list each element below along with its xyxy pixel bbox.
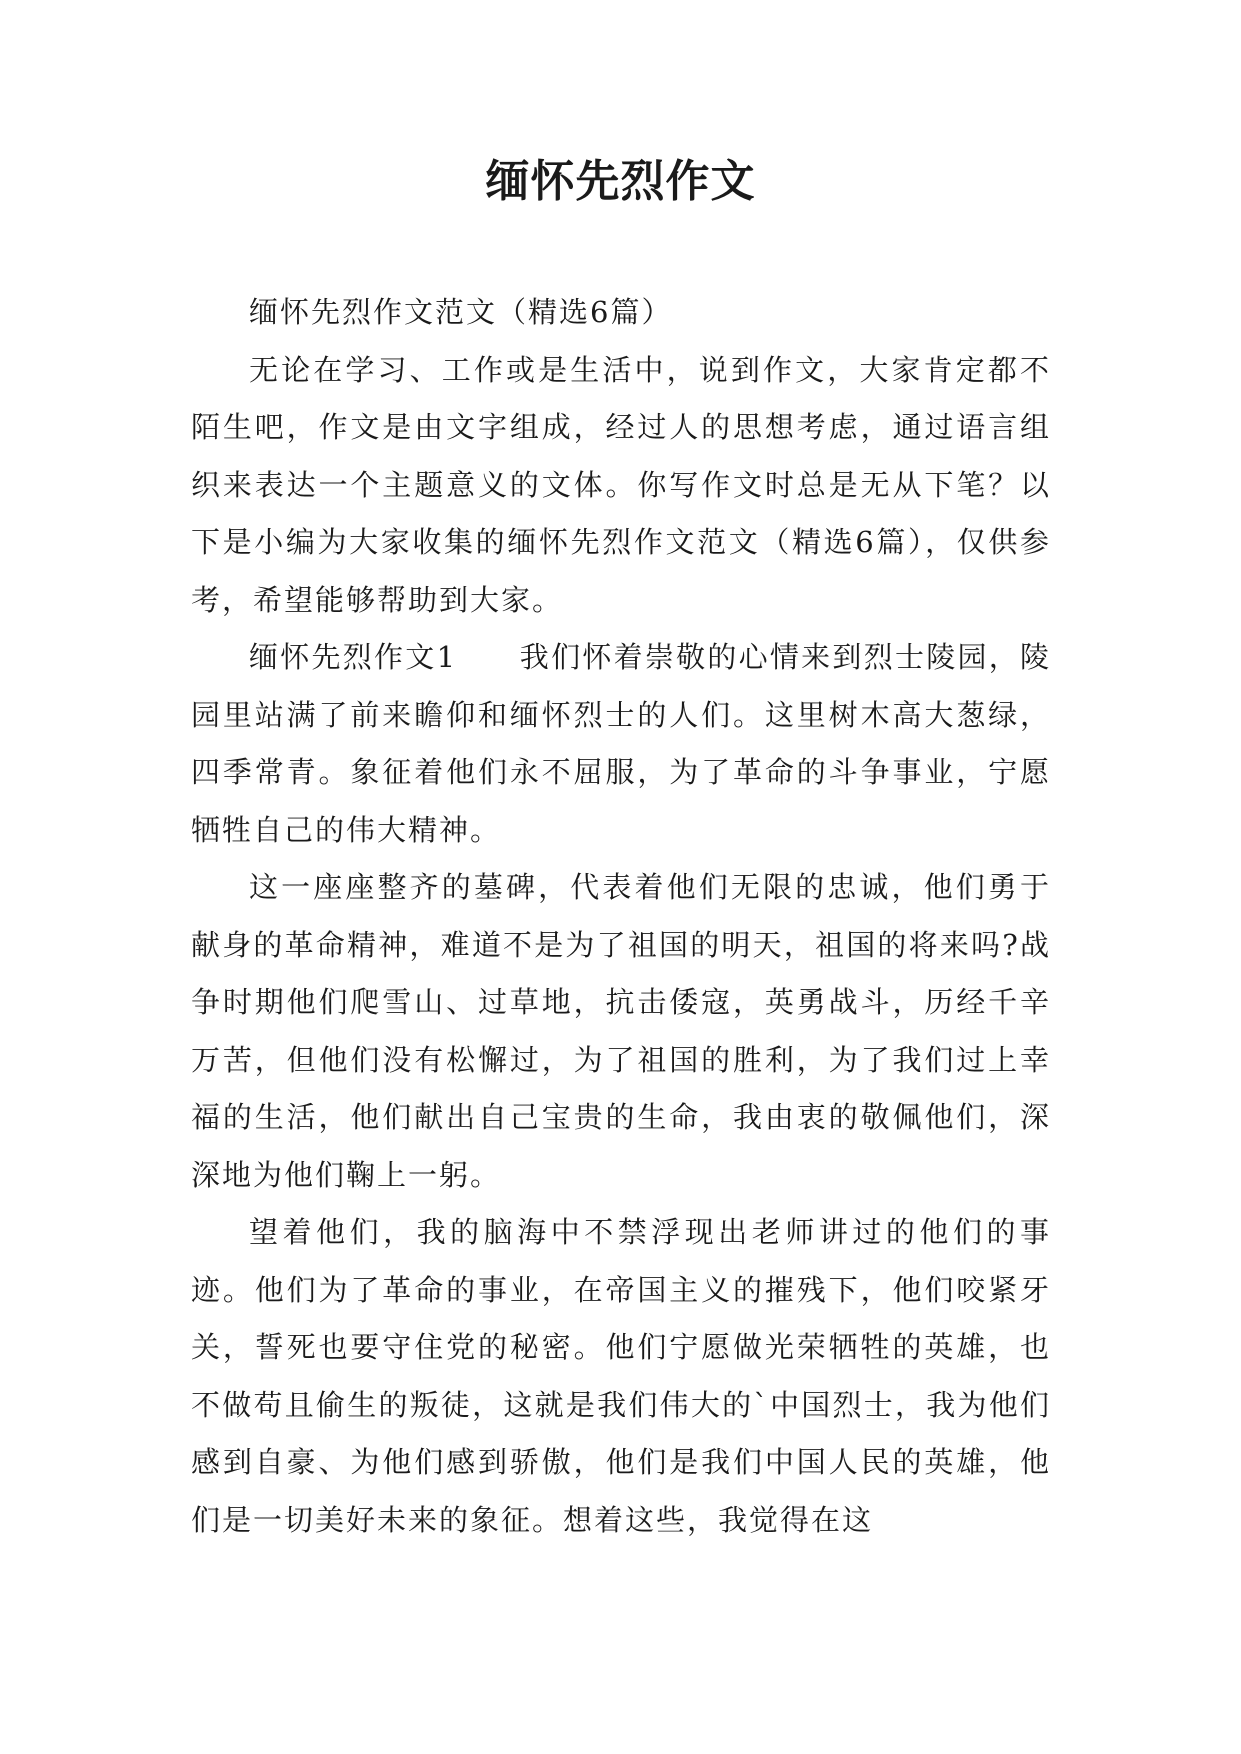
- document-subtitle: 缅怀先烈作文范文（精选6篇）: [249, 295, 673, 329]
- paragraph-tombstones: 这一座座整齐的墓碑，代表着他们无限的忠诚，他们勇于献身的革命精神，难道不是为了祖国的明天，祖国的将来吗?战争时期他们爬雪山、过草地，抗击倭寇，英勇战斗，历经千辛万苦，但他们没有松懈过，为了祖国的胜利，为了我们过上幸福的生活，他们献出自己宝贵的生命，我由衷的敬佩他们，深深地为他们鞠上一躬。: [191, 870, 1051, 1192]
- paragraph-essay-1: 缅怀先烈作文1 我们怀着崇敬的心情来到烈士陵园，陵园里站满了前来瞻仰和缅怀烈士的人们。这里树木高大葱绿，四季常青。象征着他们永不屈服，为了革命的斗争事业，宁愿牺牲自己的伟大精神。: [191, 640, 1051, 847]
- document-title: 缅怀先烈作文: [485, 156, 756, 207]
- paragraph-memories: 望着他们，我的脑海中不禁浮现出老师讲过的他们的事迹。他们为了革命的事业，在帝国主义的摧残下，他们咬紧牙关，誓死也要守住党的秘密。他们宁愿做光荣牺牲的英雄，也不做苟且偷生的叛徒，这就是我们伟大的`中国烈士，我为他们感到自豪、为他们感到骄傲，他们是我们中国人民的英雄，他们是一切美好未来的象征。想着这些，我觉得在这: [191, 1215, 1051, 1537]
- paragraph-intro: 无论在学习、工作或是生活中，说到作文，大家肯定都不陌生吧，作文是由文字组成，经过人的思想考虑，通过语言组织来表达一个主题意义的文体。你写作文时总是无从下笔？以下是小编为大家收集的缅怀先烈作文范文（精选6篇），仅供参考，希望能够帮助到大家。: [191, 352, 1051, 617]
- document-body: [191, 284, 1051, 1549]
